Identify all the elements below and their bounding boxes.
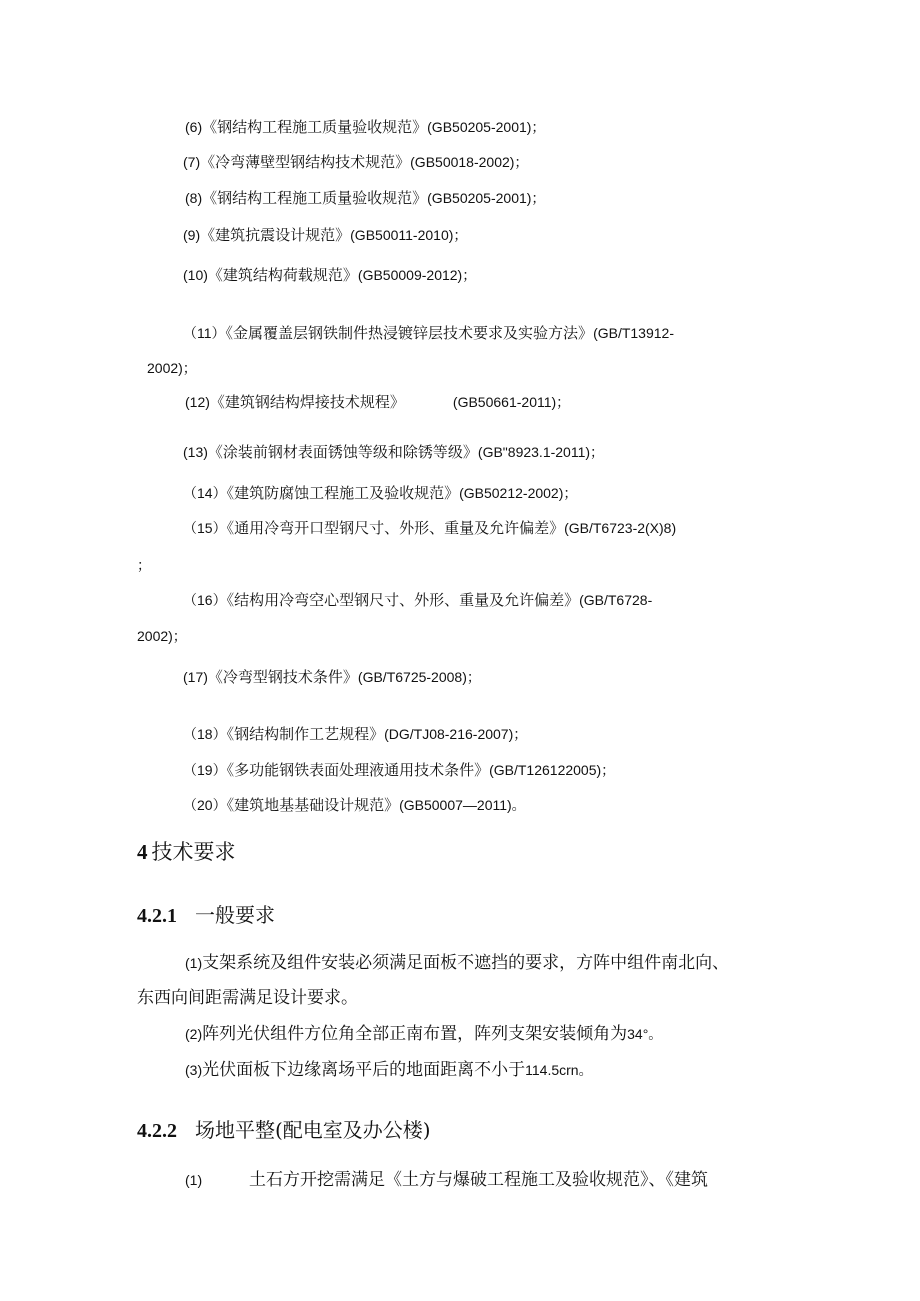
- reference-number: (6): [185, 119, 203, 135]
- reference-number: (7): [183, 154, 201, 170]
- reference-item: [183, 323, 674, 343]
- reference-title: 《建筑结构荷载规范》: [207, 266, 358, 284]
- requirement-value: 34°。: [627, 1026, 663, 1042]
- requirement-text: 土石方开挖需满足《土方与爆破工程施工及验收规范》、《建筑: [249, 1170, 708, 1190]
- reference-title: 《涂装前钢材表面锈蚀等级和除锈等级》: [207, 443, 478, 461]
- reference-title: 《钢结构工程施工质量验收规范》: [202, 189, 428, 207]
- reference-code: (GB/T13912-: [593, 325, 674, 341]
- reference-number: (13): [183, 444, 208, 460]
- reference-title: 《冷弯薄壁型钢结构技术规范》: [200, 153, 411, 171]
- reference-item: [183, 225, 467, 245]
- reference-code: (GB50007—2011)。: [399, 797, 526, 813]
- requirement-item: [185, 952, 729, 974]
- reference-title: 《钢结构工程施工质量验收规范》: [202, 118, 428, 136]
- reference-continuation: 2002)；: [147, 360, 197, 376]
- reference-title: 《钢结构制作工艺规程》: [226, 725, 385, 743]
- reference-code: (GB50018-2002)；: [410, 154, 529, 170]
- subsection-title: 场地平整(配电室及办公楼): [195, 1118, 431, 1142]
- requirement-text: 阵列光伏组件方位角全部正南布置，阵列支架安装倾角为: [202, 1024, 628, 1044]
- reference-number: (17): [183, 669, 208, 685]
- reference-code: (GB"8923.1-2011)；: [477, 444, 605, 460]
- reference-number: （20）: [183, 797, 227, 813]
- requirement-number: (2): [185, 1026, 203, 1042]
- requirement-value: 114.5crn。: [525, 1062, 593, 1078]
- reference-code: (DG/TJ08-216-2007)；: [384, 726, 528, 742]
- reference-number: （15）: [183, 520, 227, 536]
- reference-title: 《建筑防腐蚀工程施工及验收规范》: [226, 484, 460, 502]
- subsection-title: 一般要求: [195, 903, 275, 927]
- reference-number: (8): [185, 190, 203, 206]
- reference-item: [185, 117, 545, 137]
- subsection-number: 4.2.1: [137, 905, 177, 927]
- requirement-number: (3): [185, 1062, 203, 1078]
- reference-number: (10): [183, 267, 208, 283]
- reference-code: (GB/T6725-2008)；: [357, 669, 481, 685]
- reference-item: [183, 483, 577, 503]
- reference-code: (GB50661-2011)；: [452, 394, 571, 410]
- reference-title: 《金属覆盖层钢铁制件热浸镀锌层技术要求及实验方法》: [225, 324, 594, 342]
- requirement-text: 光伏面板下边缘离场平后的地面距离不小于: [202, 1060, 526, 1080]
- reference-item: [185, 392, 570, 412]
- reference-title: 《多功能钢铁表面处理液通用技术条件》: [226, 761, 490, 779]
- requirement-continuation: 东西向间距需满足设计要求。: [137, 988, 358, 1008]
- requirement-text: 支架系统及组件安装必须满足面板不遮挡的要求，方阵中组件南北向、: [202, 953, 730, 973]
- reference-item: [183, 265, 476, 285]
- reference-code: (GB50205-2001)；: [427, 119, 546, 135]
- requirement-number: (1): [185, 955, 203, 971]
- reference-code: (GB/T6723-2(X)8): [564, 520, 677, 536]
- reference-item: [183, 760, 615, 780]
- section-title: 技术要求: [151, 840, 236, 864]
- reference-title: 《通用冷弯开口型钢尺寸、外形、重量及允许偏差》: [226, 519, 565, 537]
- reference-item: [183, 442, 604, 462]
- reference-code: (GB/T126122005)；: [489, 762, 616, 778]
- reference-code: (GB50011-2010)；: [350, 227, 468, 243]
- reference-item: [183, 795, 526, 815]
- reference-title: 《建筑抗震设计规范》: [200, 226, 351, 244]
- reference-number: （16）: [183, 592, 227, 608]
- reference-item: [183, 667, 481, 687]
- section-heading: [137, 836, 236, 866]
- reference-code: (GB50205-2001)；: [427, 190, 546, 206]
- reference-title: 《结构用冷弯空心型钢尺寸、外形、重量及允许偏差》: [226, 591, 580, 609]
- reference-number: (12): [185, 394, 210, 410]
- reference-code: (GB/T6728-: [579, 592, 653, 608]
- requirement-item: [185, 1169, 708, 1191]
- reference-number: （19）: [183, 762, 227, 778]
- section-number: 4: [137, 840, 148, 864]
- subsection-heading: [137, 899, 275, 928]
- requirement-item: [185, 1023, 662, 1045]
- reference-continuation: ；: [137, 557, 151, 573]
- reference-title: 《冷弯型钢技术条件》: [207, 668, 358, 686]
- reference-number: （18）: [183, 726, 227, 742]
- reference-item: [183, 152, 528, 172]
- reference-number: (9): [183, 227, 201, 243]
- requirement-number: (1): [185, 1172, 203, 1188]
- reference-code: (GB50212-2002)；: [459, 485, 578, 501]
- reference-title: 《建筑地基基础设计规范》: [226, 796, 400, 814]
- reference-code: (GB50009-2012)；: [357, 267, 477, 283]
- reference-item: [183, 724, 527, 744]
- requirement-item: [185, 1059, 593, 1081]
- reference-item: [185, 188, 545, 208]
- reference-item: [183, 518, 676, 538]
- subsection-heading: [137, 1114, 431, 1143]
- reference-number: （14）: [183, 485, 227, 501]
- reference-number: （11）: [183, 325, 226, 341]
- subsection-number: 4.2.2: [137, 1120, 177, 1142]
- reference-title: 《建筑钢结构焊接技术规程》: [209, 393, 405, 411]
- reference-item: [183, 590, 652, 610]
- reference-continuation: 2002)；: [137, 628, 187, 644]
